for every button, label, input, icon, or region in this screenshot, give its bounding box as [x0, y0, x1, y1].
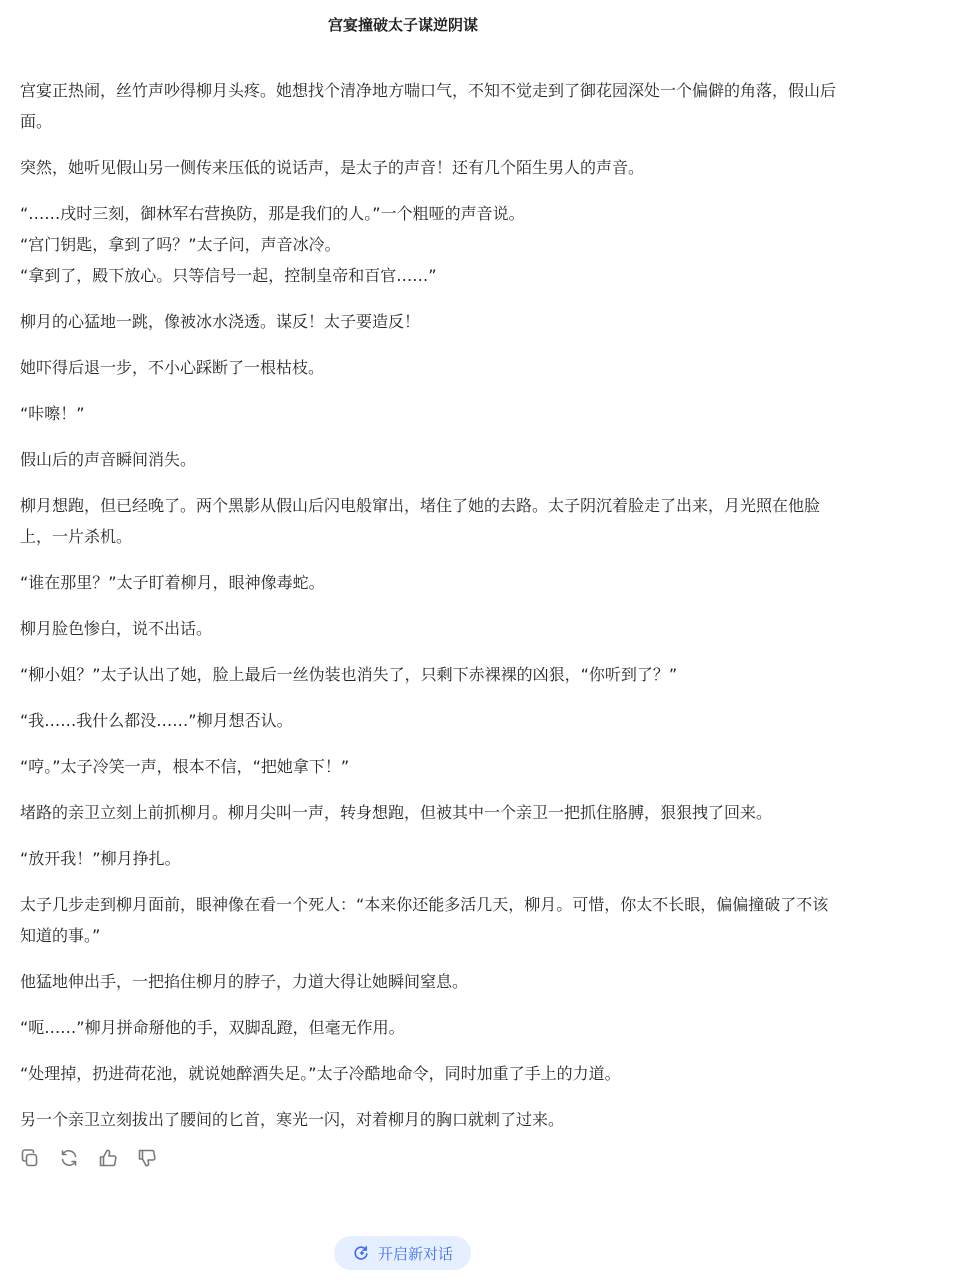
message-paragraph: 堵路的亲卫立刻上前抓柳月。柳月尖叫一声，转身想跑，但被其中一个亲卫一把抓住胳膊，狠狠拽了回来。 [20, 803, 773, 822]
message-paragraph: 另一个亲卫立刻拔出了腰间的匕首，寒光一闪，对着柳月的胸口就刺了过来。 [20, 1110, 565, 1129]
message-paragraph: “宫门钥匙，拿到了吗？”太子问，声音冰冷。 [20, 235, 341, 254]
regenerate-button[interactable] [58, 1145, 80, 1171]
message-paragraph: 柳月脸色惨白，说不出话。 [20, 619, 213, 638]
message-paragraph: 突然，她听见假山另一侧传来压低的说话声，是太子的声音！还有几个陌生男人的声音。 [20, 158, 645, 177]
message-paragraph: “咔嚓！” [20, 404, 85, 423]
regenerate-icon [59, 1148, 79, 1168]
message-paragraph: “哼。”太子冷笑一声，根本不信，“把她拿下！” [20, 757, 350, 776]
assistant-message [20, 75, 840, 1150]
message-paragraph: “我……我什么都没……”柳月想否认。 [20, 711, 293, 730]
conversation-title: 宫宴撞破太子谋逆阴谋 [327, 16, 478, 34]
message-paragraph: 宫宴正热闹，丝竹声吵得柳月头疼。她想找个清净地方喘口气，不知不觉走到了御花园深处一个偏僻的角落，假山后面。 [20, 81, 837, 131]
message-paragraph: 他猛地伸出手，一把掐住柳月的脖子，力道大得让她瞬间窒息。 [20, 972, 469, 991]
message-paragraph: 太子几步走到柳月面前，眼神像在看一个死人：“本来你还能多活几天，柳月。可惜，你太不长眼，偏偏撞破了不该知道的事。” [20, 895, 829, 945]
thumbs-down-icon [137, 1148, 157, 1168]
message-paragraph: “……戌时三刻，御林军右营换防，那是我们的人。”一个粗哑的声音说。 [20, 204, 525, 223]
message-paragraph: 她吓得后退一步，不小心踩断了一根枯枝。 [20, 358, 325, 377]
message-paragraph: 柳月的心猛地一跳，像被冰水浇透。谋反！太子要造反！ [20, 312, 421, 331]
message-paragraph: 假山后的声音瞬间消失。 [20, 450, 197, 469]
new-chat-button[interactable] [334, 1236, 471, 1270]
copy-icon [20, 1148, 40, 1168]
message-paragraph: “谁在那里？”太子盯着柳月，眼神像毒蛇。 [20, 573, 325, 592]
message-paragraph: “呃……”柳月拼命掰他的手，双脚乱蹬，但毫无作用。 [20, 1018, 405, 1037]
dislike-button[interactable] [136, 1145, 158, 1171]
message-paragraph: “拿到了，殿下放心。只等信号一起，控制皇帝和百官……” [20, 266, 437, 285]
message-paragraph: 柳月想跑，但已经晚了。两个黑影从假山后闪电般窜出，堵住了她的去路。太子阴沉着脸走了出来，月光照在他脸上，一片杀机。 [20, 496, 821, 546]
thumbs-up-icon [98, 1148, 118, 1168]
message-paragraph: “处理掉，扔进荷花池，就说她醉酒失足。”太子冷酷地命令，同时加重了手上的力道。 [20, 1064, 621, 1083]
message-actions [19, 1145, 158, 1171]
copy-button[interactable] [19, 1145, 41, 1171]
message-paragraph: “放开我！”柳月挣扎。 [20, 849, 181, 868]
message-paragraph: “柳小姐？”太子认出了她，脸上最后一丝伪装也消失了，只剩下赤裸裸的凶狠，“你听到了？” [20, 665, 678, 684]
new-chat-icon [352, 1244, 370, 1262]
like-button[interactable] [97, 1145, 119, 1171]
new-chat-label: 开启新对话 [377, 1244, 453, 1263]
